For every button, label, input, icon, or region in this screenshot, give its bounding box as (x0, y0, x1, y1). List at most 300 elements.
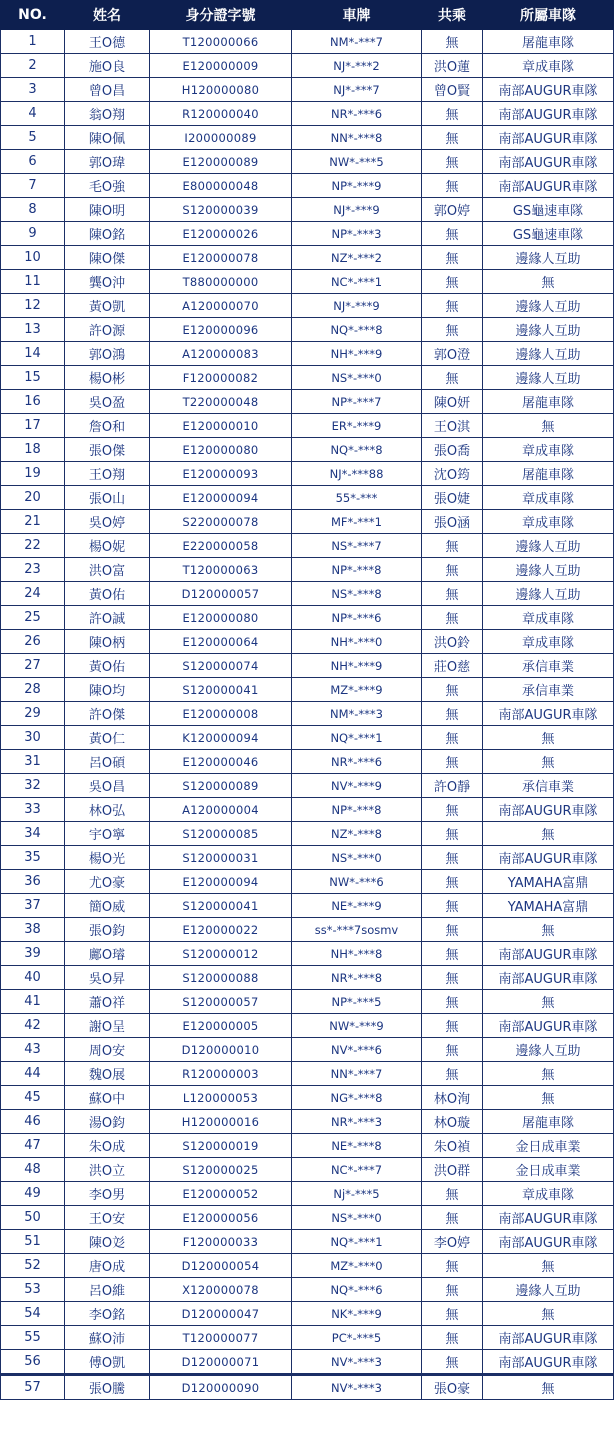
cell-no: 34 (1, 822, 65, 846)
table-row (1, 1254, 614, 1278)
table-row (1, 1038, 614, 1062)
cell-license-plate: NJ*-***9 (292, 198, 422, 222)
cell-carpool: 張O豪 (422, 1375, 483, 1400)
cell-id-number: E120000064 (150, 630, 292, 654)
cell-no: 33 (1, 798, 65, 822)
cell-id-number: D120000090 (150, 1375, 292, 1400)
table-row (1, 414, 614, 438)
table-row (1, 942, 614, 966)
cell-team: 承信車業 (483, 654, 614, 678)
cell-no: 9 (1, 222, 65, 246)
cell-no: 20 (1, 486, 65, 510)
cell-name: 張O傑 (65, 438, 150, 462)
cell-no: 23 (1, 558, 65, 582)
cell-id-number: D120000057 (150, 582, 292, 606)
cell-carpool: 無 (422, 606, 483, 630)
cell-id-number: S120000088 (150, 966, 292, 990)
cell-license-plate: NM*-***7 (292, 30, 422, 54)
cell-license-plate: NQ*-***1 (292, 726, 422, 750)
cell-team: 南部AUGUR車隊 (483, 102, 614, 126)
cell-carpool: 無 (422, 534, 483, 558)
table-row (1, 750, 614, 774)
cell-license-plate: NH*-***0 (292, 630, 422, 654)
table-row (1, 294, 614, 318)
cell-license-plate: NM*-***3 (292, 702, 422, 726)
cell-team: 邊緣人互助 (483, 294, 614, 318)
cell-name: 吳O婷 (65, 510, 150, 534)
cell-name: 張O鈞 (65, 918, 150, 942)
cell-team: 南部AUGUR車隊 (483, 1206, 614, 1230)
cell-no: 37 (1, 894, 65, 918)
cell-team: 無 (483, 1375, 614, 1400)
cell-carpool: 無 (422, 582, 483, 606)
cell-license-plate: NQ*-***6 (292, 1278, 422, 1302)
header-carpool: 共乘 (422, 1, 483, 30)
cell-no: 52 (1, 1254, 65, 1278)
cell-name: 楊O妮 (65, 534, 150, 558)
cell-team: 章成車隊 (483, 54, 614, 78)
cell-no: 3 (1, 78, 65, 102)
cell-no: 45 (1, 1086, 65, 1110)
table-body (1, 30, 614, 1400)
cell-license-plate: NN*-***7 (292, 1062, 422, 1086)
cell-id-number: E120000078 (150, 246, 292, 270)
cell-no: 19 (1, 462, 65, 486)
cell-name: 陳O佩 (65, 126, 150, 150)
cell-name: 許O源 (65, 318, 150, 342)
cell-name: 洪O立 (65, 1158, 150, 1182)
cell-name: 唐O成 (65, 1254, 150, 1278)
table-row (1, 1134, 614, 1158)
header-no: NO. (1, 1, 65, 30)
cell-team: 南部AUGUR車隊 (483, 1350, 614, 1375)
cell-team: 邊緣人互助 (483, 1038, 614, 1062)
cell-carpool: 無 (422, 294, 483, 318)
cell-carpool: 無 (422, 1350, 483, 1375)
cell-id-number: E120000056 (150, 1206, 292, 1230)
cell-no: 54 (1, 1302, 65, 1326)
cell-no: 24 (1, 582, 65, 606)
cell-carpool: 無 (422, 366, 483, 390)
cell-no: 29 (1, 702, 65, 726)
cell-id-number: L120000053 (150, 1086, 292, 1110)
cell-carpool: 無 (422, 990, 483, 1014)
cell-id-number: D120000010 (150, 1038, 292, 1062)
cell-id-number: A120000070 (150, 294, 292, 318)
cell-id-number: E120000026 (150, 222, 292, 246)
cell-id-number: E120000096 (150, 318, 292, 342)
cell-no: 6 (1, 150, 65, 174)
cell-id-number: S120000012 (150, 942, 292, 966)
cell-team: 無 (483, 270, 614, 294)
cell-team: 無 (483, 414, 614, 438)
cell-carpool: 無 (422, 126, 483, 150)
cell-license-plate: NP*-***7 (292, 390, 422, 414)
table-row (1, 366, 614, 390)
cell-id-number: E120000022 (150, 918, 292, 942)
cell-carpool: 莊O慈 (422, 654, 483, 678)
cell-id-number: S120000057 (150, 990, 292, 1014)
cell-license-plate: NQ*-***8 (292, 438, 422, 462)
cell-id-number: H120000080 (150, 78, 292, 102)
table-row (1, 150, 614, 174)
cell-license-plate: NP*-***6 (292, 606, 422, 630)
cell-id-number: X120000078 (150, 1278, 292, 1302)
cell-no: 28 (1, 678, 65, 702)
cell-id-number: E120000008 (150, 702, 292, 726)
cell-team: 承信車業 (483, 678, 614, 702)
cell-id-number: S120000085 (150, 822, 292, 846)
cell-team: 南部AUGUR車隊 (483, 1230, 614, 1254)
cell-license-plate: NS*-***0 (292, 846, 422, 870)
cell-team: 屠龍車隊 (483, 1110, 614, 1134)
cell-no: 38 (1, 918, 65, 942)
table-row (1, 702, 614, 726)
cell-carpool: 無 (422, 558, 483, 582)
cell-carpool: 無 (422, 102, 483, 126)
cell-no: 17 (1, 414, 65, 438)
cell-license-plate: NG*-***8 (292, 1086, 422, 1110)
table-row (1, 846, 614, 870)
header-team: 所屬車隊 (483, 1, 614, 30)
cell-team: 無 (483, 1062, 614, 1086)
cell-id-number: E120000080 (150, 438, 292, 462)
cell-team: 南部AUGUR車隊 (483, 78, 614, 102)
cell-no: 13 (1, 318, 65, 342)
cell-carpool: 無 (422, 942, 483, 966)
cell-name: 陳O傑 (65, 246, 150, 270)
cell-team: 邊緣人互助 (483, 318, 614, 342)
cell-carpool: 無 (422, 798, 483, 822)
cell-team: 金日成車業 (483, 1134, 614, 1158)
table-row (1, 78, 614, 102)
table-row (1, 582, 614, 606)
cell-team: 屠龍車隊 (483, 390, 614, 414)
cell-license-plate: NH*-***8 (292, 942, 422, 966)
cell-no: 46 (1, 1110, 65, 1134)
cell-license-plate: NV*-***3 (292, 1350, 422, 1375)
cell-team: 章成車隊 (483, 630, 614, 654)
cell-id-number: T120000077 (150, 1326, 292, 1350)
cell-id-number: S120000089 (150, 774, 292, 798)
cell-carpool: 張O喬 (422, 438, 483, 462)
cell-no: 2 (1, 54, 65, 78)
table-row (1, 1350, 614, 1375)
cell-id-number: R120000040 (150, 102, 292, 126)
table-row (1, 438, 614, 462)
cell-carpool: 陳O妍 (422, 390, 483, 414)
cell-id-number: A120000083 (150, 342, 292, 366)
cell-carpool: 朱O禎 (422, 1134, 483, 1158)
cell-license-plate: NW*-***5 (292, 150, 422, 174)
cell-license-plate: 55*-*** (292, 486, 422, 510)
cell-name: 郭O瑋 (65, 150, 150, 174)
table-row (1, 390, 614, 414)
cell-name: 洪O富 (65, 558, 150, 582)
cell-team: 無 (483, 1086, 614, 1110)
cell-carpool: 無 (422, 1038, 483, 1062)
cell-license-plate: NJ*-***9 (292, 294, 422, 318)
cell-no: 35 (1, 846, 65, 870)
cell-license-plate: NH*-***9 (292, 342, 422, 366)
table-row (1, 1206, 614, 1230)
table-row (1, 1230, 614, 1254)
cell-license-plate: NV*-***3 (292, 1375, 422, 1400)
table-row (1, 1182, 614, 1206)
cell-carpool: 張O婕 (422, 486, 483, 510)
cell-team: GS龜速車隊 (483, 198, 614, 222)
cell-name: 蘇O中 (65, 1086, 150, 1110)
cell-license-plate: ER*-***9 (292, 414, 422, 438)
cell-id-number: S120000031 (150, 846, 292, 870)
cell-name: 張O騰 (65, 1375, 150, 1400)
cell-license-plate: NR*-***3 (292, 1110, 422, 1134)
table-row (1, 1158, 614, 1182)
cell-license-plate: MF*-***1 (292, 510, 422, 534)
cell-name: 許O傑 (65, 702, 150, 726)
table-row (1, 1375, 614, 1400)
cell-id-number: F120000082 (150, 366, 292, 390)
cell-no: 31 (1, 750, 65, 774)
cell-carpool: 無 (422, 246, 483, 270)
cell-team: 邊緣人互助 (483, 1278, 614, 1302)
cell-no: 39 (1, 942, 65, 966)
cell-team: 南部AUGUR車隊 (483, 174, 614, 198)
cell-carpool: 無 (422, 1278, 483, 1302)
cell-carpool: 無 (422, 822, 483, 846)
cell-license-plate: NJ*-***88 (292, 462, 422, 486)
cell-name: 陳O均 (65, 678, 150, 702)
cell-no: 11 (1, 270, 65, 294)
cell-name: 王O德 (65, 30, 150, 54)
cell-carpool: 郭O婷 (422, 198, 483, 222)
cell-license-plate: NQ*-***1 (292, 1230, 422, 1254)
cell-id-number: S120000025 (150, 1158, 292, 1182)
cell-no: 42 (1, 1014, 65, 1038)
cell-carpool: 無 (422, 222, 483, 246)
cell-no: 22 (1, 534, 65, 558)
cell-id-number: A120000004 (150, 798, 292, 822)
cell-id-number: E120000009 (150, 54, 292, 78)
cell-team: 無 (483, 750, 614, 774)
cell-license-plate: NJ*-***2 (292, 54, 422, 78)
cell-name: 吳O昌 (65, 774, 150, 798)
cell-name: 楊O彬 (65, 366, 150, 390)
cell-license-plate: NP*-***8 (292, 798, 422, 822)
cell-name: 王O安 (65, 1206, 150, 1230)
cell-no: 44 (1, 1062, 65, 1086)
cell-license-plate: NW*-***9 (292, 1014, 422, 1038)
table-row (1, 990, 614, 1014)
cell-license-plate: NZ*-***8 (292, 822, 422, 846)
cell-id-number: K120000094 (150, 726, 292, 750)
header-id-number: 身分證字號 (150, 1, 292, 30)
table-row (1, 270, 614, 294)
cell-license-plate: NK*-***9 (292, 1302, 422, 1326)
cell-id-number: E120000005 (150, 1014, 292, 1038)
cell-no: 27 (1, 654, 65, 678)
cell-license-plate: NP*-***5 (292, 990, 422, 1014)
cell-no: 12 (1, 294, 65, 318)
cell-license-plate: NJ*-***7 (292, 78, 422, 102)
cell-name: 吳O昇 (65, 966, 150, 990)
cell-name: 尤O豪 (65, 870, 150, 894)
cell-team: 屠龍車隊 (483, 462, 614, 486)
cell-name: 謝O呈 (65, 1014, 150, 1038)
cell-no: 7 (1, 174, 65, 198)
table-row (1, 678, 614, 702)
header-name: 姓名 (65, 1, 150, 30)
cell-no: 41 (1, 990, 65, 1014)
cell-no: 53 (1, 1278, 65, 1302)
cell-id-number: F120000033 (150, 1230, 292, 1254)
cell-no: 55 (1, 1326, 65, 1350)
cell-name: 黃O佑 (65, 582, 150, 606)
cell-name: 周O安 (65, 1038, 150, 1062)
cell-no: 14 (1, 342, 65, 366)
cell-carpool: 林O璇 (422, 1110, 483, 1134)
cell-license-plate: NS*-***8 (292, 582, 422, 606)
cell-id-number: D120000047 (150, 1302, 292, 1326)
cell-id-number: S120000039 (150, 198, 292, 222)
cell-team: 章成車隊 (483, 438, 614, 462)
cell-name: 詹O和 (65, 414, 150, 438)
cell-name: 王O翔 (65, 462, 150, 486)
cell-carpool: 無 (422, 726, 483, 750)
table-row (1, 870, 614, 894)
cell-carpool: 許O靜 (422, 774, 483, 798)
cell-carpool: 洪O蓮 (422, 54, 483, 78)
cell-id-number: E120000052 (150, 1182, 292, 1206)
cell-no: 8 (1, 198, 65, 222)
cell-name: 蘇O沛 (65, 1326, 150, 1350)
cell-team: 邊緣人互助 (483, 342, 614, 366)
table-row (1, 462, 614, 486)
cell-team: 無 (483, 726, 614, 750)
cell-carpool: 無 (422, 918, 483, 942)
cell-no: 32 (1, 774, 65, 798)
cell-license-plate: NR*-***8 (292, 966, 422, 990)
cell-team: 無 (483, 990, 614, 1014)
cell-carpool: 王O淇 (422, 414, 483, 438)
cell-license-plate: ss*-***7sosmv (292, 918, 422, 942)
cell-id-number: E120000089 (150, 150, 292, 174)
cell-no: 15 (1, 366, 65, 390)
cell-team: 無 (483, 822, 614, 846)
cell-carpool: 林O洵 (422, 1086, 483, 1110)
cell-license-plate: NE*-***9 (292, 894, 422, 918)
table-row (1, 1062, 614, 1086)
cell-name: 翁O翔 (65, 102, 150, 126)
cell-carpool: 無 (422, 1254, 483, 1278)
table-row (1, 174, 614, 198)
cell-carpool: 無 (422, 270, 483, 294)
table-row (1, 510, 614, 534)
cell-license-plate: MZ*-***9 (292, 678, 422, 702)
cell-no: 50 (1, 1206, 65, 1230)
cell-name: 傅O凱 (65, 1350, 150, 1375)
cell-id-number: S120000019 (150, 1134, 292, 1158)
table-row (1, 894, 614, 918)
cell-carpool: 無 (422, 750, 483, 774)
table-row (1, 1110, 614, 1134)
cell-no: 40 (1, 966, 65, 990)
cell-id-number: T220000048 (150, 390, 292, 414)
cell-name: 吳O盈 (65, 390, 150, 414)
table-row (1, 630, 614, 654)
cell-no: 49 (1, 1182, 65, 1206)
cell-license-plate: NS*-***7 (292, 534, 422, 558)
cell-team: YAMAHA富鼎 (483, 894, 614, 918)
cell-carpool: 無 (422, 318, 483, 342)
table-row (1, 726, 614, 750)
cell-no: 51 (1, 1230, 65, 1254)
cell-id-number: E120000010 (150, 414, 292, 438)
cell-no: 48 (1, 1158, 65, 1182)
cell-id-number: E220000058 (150, 534, 292, 558)
cell-id-number: D120000054 (150, 1254, 292, 1278)
cell-name: 李O銘 (65, 1302, 150, 1326)
cell-team: 承信車業 (483, 774, 614, 798)
cell-carpool: 無 (422, 30, 483, 54)
cell-license-plate: NZ*-***2 (292, 246, 422, 270)
cell-no: 25 (1, 606, 65, 630)
cell-name: 朱O成 (65, 1134, 150, 1158)
cell-team: 南部AUGUR車隊 (483, 966, 614, 990)
cell-id-number: E120000046 (150, 750, 292, 774)
cell-no: 47 (1, 1134, 65, 1158)
cell-name: 蕭O祥 (65, 990, 150, 1014)
cell-team: 南部AUGUR車隊 (483, 1326, 614, 1350)
cell-id-number: S120000041 (150, 894, 292, 918)
cell-license-plate: NS*-***0 (292, 1206, 422, 1230)
cell-team: 章成車隊 (483, 606, 614, 630)
cell-team: 南部AUGUR車隊 (483, 150, 614, 174)
cell-license-plate: NV*-***6 (292, 1038, 422, 1062)
cell-team: 南部AUGUR車隊 (483, 126, 614, 150)
cell-carpool: 無 (422, 894, 483, 918)
cell-name: 魏O展 (65, 1062, 150, 1086)
cell-carpool: 李O婷 (422, 1230, 483, 1254)
cell-name: 郭O鴻 (65, 342, 150, 366)
cell-no: 36 (1, 870, 65, 894)
cell-name: 宇O寧 (65, 822, 150, 846)
table-row (1, 654, 614, 678)
cell-name: 陳O明 (65, 198, 150, 222)
cell-team: 章成車隊 (483, 486, 614, 510)
cell-license-plate: NE*-***8 (292, 1134, 422, 1158)
cell-id-number: H120000016 (150, 1110, 292, 1134)
cell-name: 黃O凱 (65, 294, 150, 318)
cell-team: 金日成車業 (483, 1158, 614, 1182)
cell-carpool: 無 (422, 1206, 483, 1230)
cell-id-number: E120000080 (150, 606, 292, 630)
cell-no: 16 (1, 390, 65, 414)
cell-no: 57 (1, 1375, 65, 1400)
cell-name: 陳O柄 (65, 630, 150, 654)
cell-team: 屠龍車隊 (483, 30, 614, 54)
cell-id-number: T880000000 (150, 270, 292, 294)
cell-team: YAMAHA富鼎 (483, 870, 614, 894)
cell-name: 張O山 (65, 486, 150, 510)
cell-carpool: 無 (422, 1326, 483, 1350)
cell-name: 呂O碩 (65, 750, 150, 774)
cell-license-plate: NR*-***6 (292, 102, 422, 126)
cell-name: 許O誠 (65, 606, 150, 630)
table-row (1, 54, 614, 78)
cell-name: 楊O光 (65, 846, 150, 870)
table-row (1, 822, 614, 846)
